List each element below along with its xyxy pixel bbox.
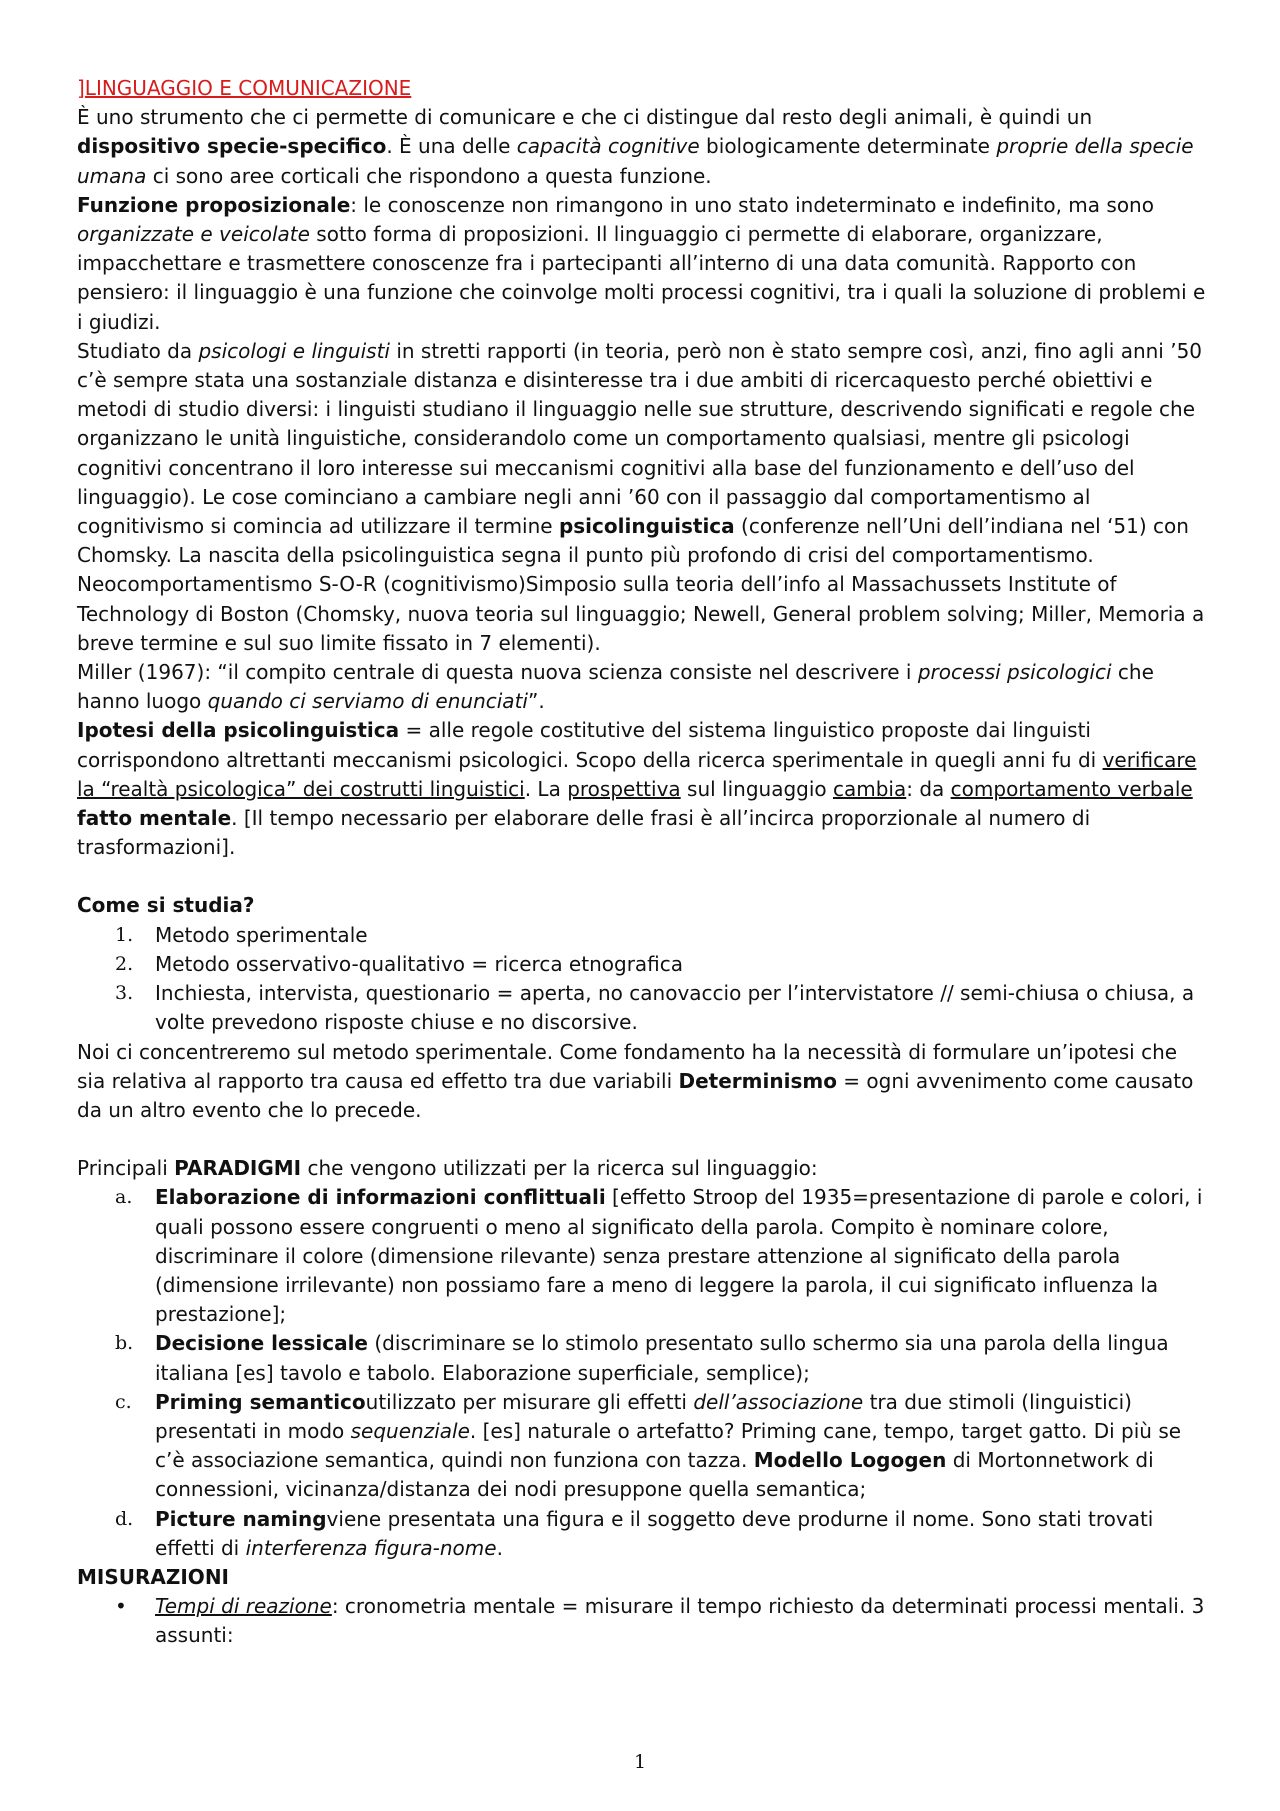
paragraph-hypothesis: Ipotesi della psicolinguistica = alle regole costitutive del sistema linguistico proposte dai linguisti corrispondono altrettanti meccanismi psicologici. Scopo della ricerca sperimentale in quegli anni fu di verificare la “realtà psicologica” dei costrutti linguistici. La prospettiva sul linguaggio cambia: da comportamento verbale fatto mentale. [Il tempo necessario per elaborare delle frasi è all’incirca proporzionale al numero di trasformazioni]. bbox=[77, 718, 1197, 860]
document-body bbox=[77, 74, 1210, 1651]
document-title: ]LINGUAGGIO E COMUNICAZIONE bbox=[77, 76, 412, 100]
paragraph-miller-quote: Miller (1967): “il compito centrale di questa nuova scienza consiste nel descrivere i processi psicologici che hanno luogo quando ci serviamo di enunciati”. bbox=[77, 660, 1154, 714]
study-methods-list bbox=[77, 921, 1210, 1038]
list-item: • Tempi di reazione: cronometria mentale = misurare il tempo richiesto da determinati processi mentali. 3 assunti: bbox=[115, 1594, 1205, 1648]
spacer bbox=[77, 862, 1210, 891]
list-item: 3. Inchiesta, intervista, questionario = aperta, no canovaccio per l’intervistatore // semi-chiusa o chiusa, a volte prevedono risposte chiuse e no discorsive. bbox=[115, 981, 1195, 1035]
paradigms-list bbox=[77, 1183, 1210, 1563]
page-number: 1 bbox=[633, 1751, 647, 1773]
measurements-list bbox=[77, 1592, 1210, 1650]
list-item: 2. Metodo osservativo-qualitativo = ricerca etnografica bbox=[115, 951, 684, 976]
spacer bbox=[77, 1125, 1210, 1154]
list-item: a. Elaborazione di informazioni conflittuali [effetto Stroop del 1935=presentazione di parole e colori, i quali possono essere congruenti o meno al significato della parola. Compito è nominare colore, discriminare il colore (dimensione rilevante) senza prestare attenzione al significato della parola (dimensione irrilevante) non possiamo fare a meno di leggere la parola, il cui significato influenza la prestazione]; bbox=[115, 1185, 1203, 1327]
list-item: 1. Metodo sperimentale bbox=[115, 922, 368, 947]
paragraph-neobehaviorism: Neocomportamentismo S-O-R (cognitivismo)Simposio sulla teoria dell’info al Massachussets Institute of Technology di Boston (Chomsky, nuova teoria sul linguaggio; Newell, General problem solving; Miller, Memoria a breve termine e sul suo limite fissato in 7 elementi). bbox=[77, 572, 1205, 655]
heading-measurements: MISURAZIONI bbox=[77, 1564, 229, 1589]
paragraph-propositional-function: Funzione proposizionale: le conoscenze non rimangono in uno stato indeterminato e indefinito, ma sono organizzate e veicolate sotto forma di proposizioni. Il linguaggio ci permette di elaborare, organizzare, impacchettare e trasmettere conoscenze fra i partecipanti all’interno di una data comunità. Rapporto con pensiero: il linguaggio è una funzione che coinvolge molti processi cognitivi, tra i quali la soluzione di problemi e i giudizi. bbox=[77, 192, 1206, 334]
paragraph-paradigms-intro: Principali PARADIGMI che vengono utilizzati per la ricerca sul linguaggio: bbox=[77, 1156, 818, 1181]
heading-how-to-study: Come si studia? bbox=[77, 893, 255, 918]
list-item: d. Picture namingviene presentata una figura e il soggetto deve produrne il nome. Sono stati trovati effetti di interferenza figura-nome. bbox=[115, 1506, 1154, 1560]
paragraph-history: Studiato da psicologi e linguisti in stretti rapporti (in teoria, però non è stato sempre così, anzi, fino agli anni ’50 c’è sempre stata una sostanziale distanza e disinteresse tra i due ambiti di ricercaquesto perché obiettivi e metodi di studio diversi: i linguisti studiano il linguaggio nelle sue strutture, descrivendo significati e regole che organizzano le unità linguistiche, considerandolo come un comportamento qualsiasi, mentre gli psicologi cognitivi concentrano il loro interesse sui meccanismi cognitivi alla base del funzionamento e dell’uso del linguaggio). Le cose cominciano a cambiare negli anni ’60 con il passaggio dal comportamentismo al cognitivismo si comincia ad utilizzare il termine psicolinguistica (conferenze nell’Uni dell’indiana nel ‘51) con Chomsky. La nascita della psicolinguistica segna il punto più profondo di crisi del comportamentismo. bbox=[77, 338, 1203, 568]
paragraph-experimental-method: Noi ci concentreremo sul metodo sperimentale. Come fondamento ha la necessità di formulare un’ipotesi che sia relativa al rapporto tra causa ed effetto tra due variabili Determinismo = ogni avvenimento come causato da un altro evento che lo precede. bbox=[77, 1039, 1194, 1122]
list-item: b. Decisione lessicale (discriminare se lo stimolo presentato sullo schermo sia una parola della lingua italiana [es] tavolo e tabolo. Elaborazione superficiale, semplice); bbox=[115, 1331, 1169, 1385]
list-item: c. Priming semanticoutilizzato per misurare gli effetti dell’associazione tra due stimoli (linguistici) presentati in modo sequenziale. [es] naturale o artefatto? Priming cane, tempo, target gatto. Di più se c’è associazione semantica, quindi non funziona con tazza. Modello Logogen di Mortonnetwork di connessioni, vicinanza/distanza dei nodi presuppone quella semantica; bbox=[115, 1389, 1182, 1502]
bullet-icon: • bbox=[115, 1594, 127, 1619]
paragraph-intro: È uno strumento che ci permette di comunicare e che ci distingue dal resto degli animali, è quindi un dispositivo specie-specifico. È una delle capacità cognitive biologicamente determinate proprie della specie umana ci sono aree corticali che rispondono a questa funzione. bbox=[77, 105, 1194, 188]
